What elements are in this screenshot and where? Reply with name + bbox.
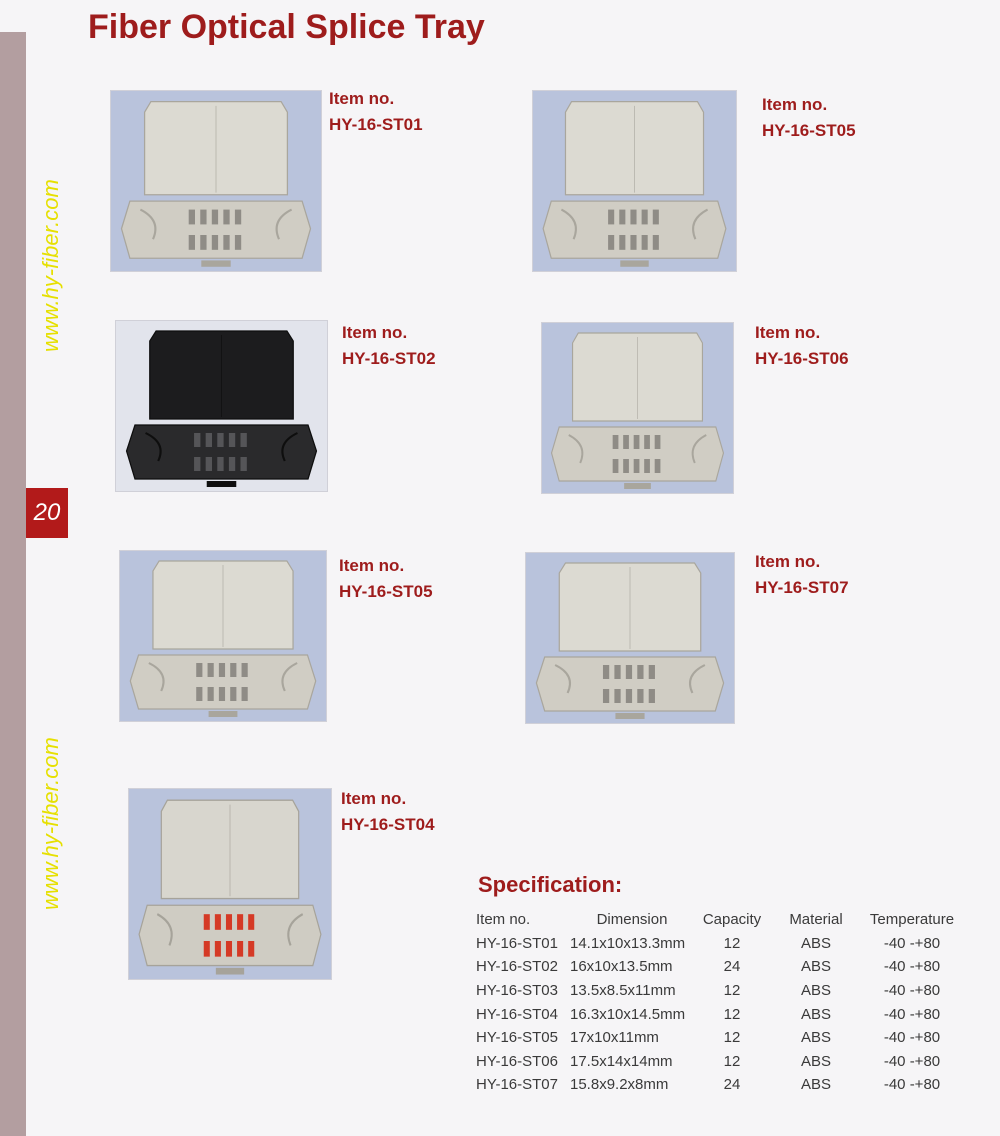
table-row — [476, 1073, 962, 1097]
cell-temperature: -40 -+80 — [883, 982, 941, 1000]
header-material: Material — [789, 911, 843, 929]
item-no-label: Item no. — [762, 95, 828, 114]
item-no-label: Item no. — [341, 789, 407, 808]
cell-capacity: 12 — [723, 1029, 741, 1047]
header-item-no: Item no. — [476, 911, 531, 929]
product-photo-st05-b — [119, 550, 327, 722]
side-website-text-top: www.hy-fiber.com — [38, 179, 63, 352]
cell-material: ABS — [800, 982, 831, 1000]
item-label-st02 — [342, 320, 436, 372]
spec-table — [476, 908, 962, 1097]
cell-material: ABS — [800, 958, 831, 976]
cell-capacity: 12 — [723, 1005, 741, 1023]
item-label-st05-a — [762, 92, 856, 144]
item-no-label: Item no. — [339, 556, 405, 575]
spec-title: Specification: — [478, 872, 623, 897]
cell-temperature: -40 -+80 — [883, 958, 941, 976]
product-photo-st01 — [110, 90, 322, 272]
splice-tray-illustration — [533, 91, 736, 271]
table-row — [476, 1002, 962, 1026]
product-photo-st06 — [541, 322, 734, 494]
item-no-label: Item no. — [755, 552, 821, 571]
page-title: Fiber Optical Splice Tray — [88, 8, 485, 46]
cell-temperature: -40 -+80 — [883, 1029, 941, 1047]
cell-material: ABS — [800, 934, 831, 952]
item-label-st05-b — [339, 553, 433, 605]
cell-item-no: HY-16-ST03 — [476, 982, 558, 1000]
item-label-st07 — [755, 549, 849, 601]
item-no-label: Item no. — [755, 323, 821, 342]
cell-dimension: 13.5x8.5x11mm — [570, 982, 676, 1000]
item-code: HY-16-ST01 — [329, 115, 423, 134]
item-label-st04 — [341, 786, 435, 838]
cell-dimension: 17.5x14x14mm — [570, 1052, 673, 1070]
table-row — [476, 1026, 962, 1050]
cell-material: ABS — [800, 1076, 831, 1094]
cell-dimension: 16.3x10x14.5mm — [570, 1005, 686, 1023]
splice-tray-illustration — [116, 321, 327, 491]
cell-temperature: -40 -+80 — [883, 1076, 941, 1094]
table-row — [476, 932, 962, 956]
page-number-badge: 20 — [26, 488, 68, 538]
cell-temperature: -40 -+80 — [883, 1052, 941, 1070]
cell-item-no: HY-16-ST05 — [476, 1029, 558, 1047]
item-code: HY-16-ST02 — [342, 349, 436, 368]
cell-dimension: 14.1x10x13.3mm — [570, 934, 686, 952]
side-website-text-bottom: www.hy-fiber.com — [38, 737, 63, 910]
table-row — [476, 1050, 962, 1074]
item-label-st06 — [755, 320, 849, 372]
table-row — [476, 955, 962, 979]
item-code: HY-16-ST07 — [755, 578, 849, 597]
header-capacity: Capacity — [702, 911, 762, 929]
item-no-label: Item no. — [342, 323, 408, 342]
splice-tray-illustration — [111, 91, 321, 271]
product-photo-st07 — [525, 552, 735, 724]
cell-capacity: 24 — [723, 1076, 741, 1094]
item-code: HY-16-ST06 — [755, 349, 849, 368]
cell-dimension: 15.8x9.2x8mm — [570, 1076, 669, 1094]
cell-material: ABS — [800, 1052, 831, 1070]
splice-tray-illustration — [120, 551, 326, 721]
cell-material: ABS — [800, 1029, 831, 1047]
side-bar — [0, 32, 26, 1136]
cell-temperature: -40 -+80 — [883, 934, 941, 952]
cell-item-no: HY-16-ST01 — [476, 934, 558, 952]
table-row — [476, 979, 962, 1003]
splice-tray-illustration — [129, 789, 331, 979]
cell-capacity: 24 — [723, 958, 741, 976]
cell-item-no: HY-16-ST04 — [476, 1005, 558, 1023]
header-temperature: Temperature — [869, 911, 955, 929]
cell-item-no: HY-16-ST07 — [476, 1076, 558, 1094]
cell-dimension: 16x10x13.5mm — [570, 958, 673, 976]
product-photo-st02 — [115, 320, 328, 492]
cell-temperature: -40 -+80 — [883, 1005, 941, 1023]
item-label-st01 — [329, 86, 423, 138]
header-dimension: Dimension — [596, 911, 668, 929]
cell-capacity: 12 — [723, 1052, 741, 1070]
cell-item-no: HY-16-ST06 — [476, 1052, 558, 1070]
cell-capacity: 12 — [723, 982, 741, 1000]
splice-tray-illustration — [526, 553, 734, 723]
product-photo-st04 — [128, 788, 332, 980]
product-photo-st05-a — [532, 90, 737, 272]
splice-tray-illustration — [542, 323, 733, 493]
cell-material: ABS — [800, 1005, 831, 1023]
item-code: HY-16-ST05 — [339, 582, 433, 601]
item-no-label: Item no. — [329, 89, 395, 108]
cell-dimension: 17x10x11mm — [570, 1029, 659, 1047]
item-code: HY-16-ST05 — [762, 121, 856, 140]
item-code: HY-16-ST04 — [341, 815, 435, 834]
spec-header-row — [476, 908, 962, 932]
cell-item-no: HY-16-ST02 — [476, 958, 558, 976]
cell-capacity: 12 — [723, 934, 741, 952]
